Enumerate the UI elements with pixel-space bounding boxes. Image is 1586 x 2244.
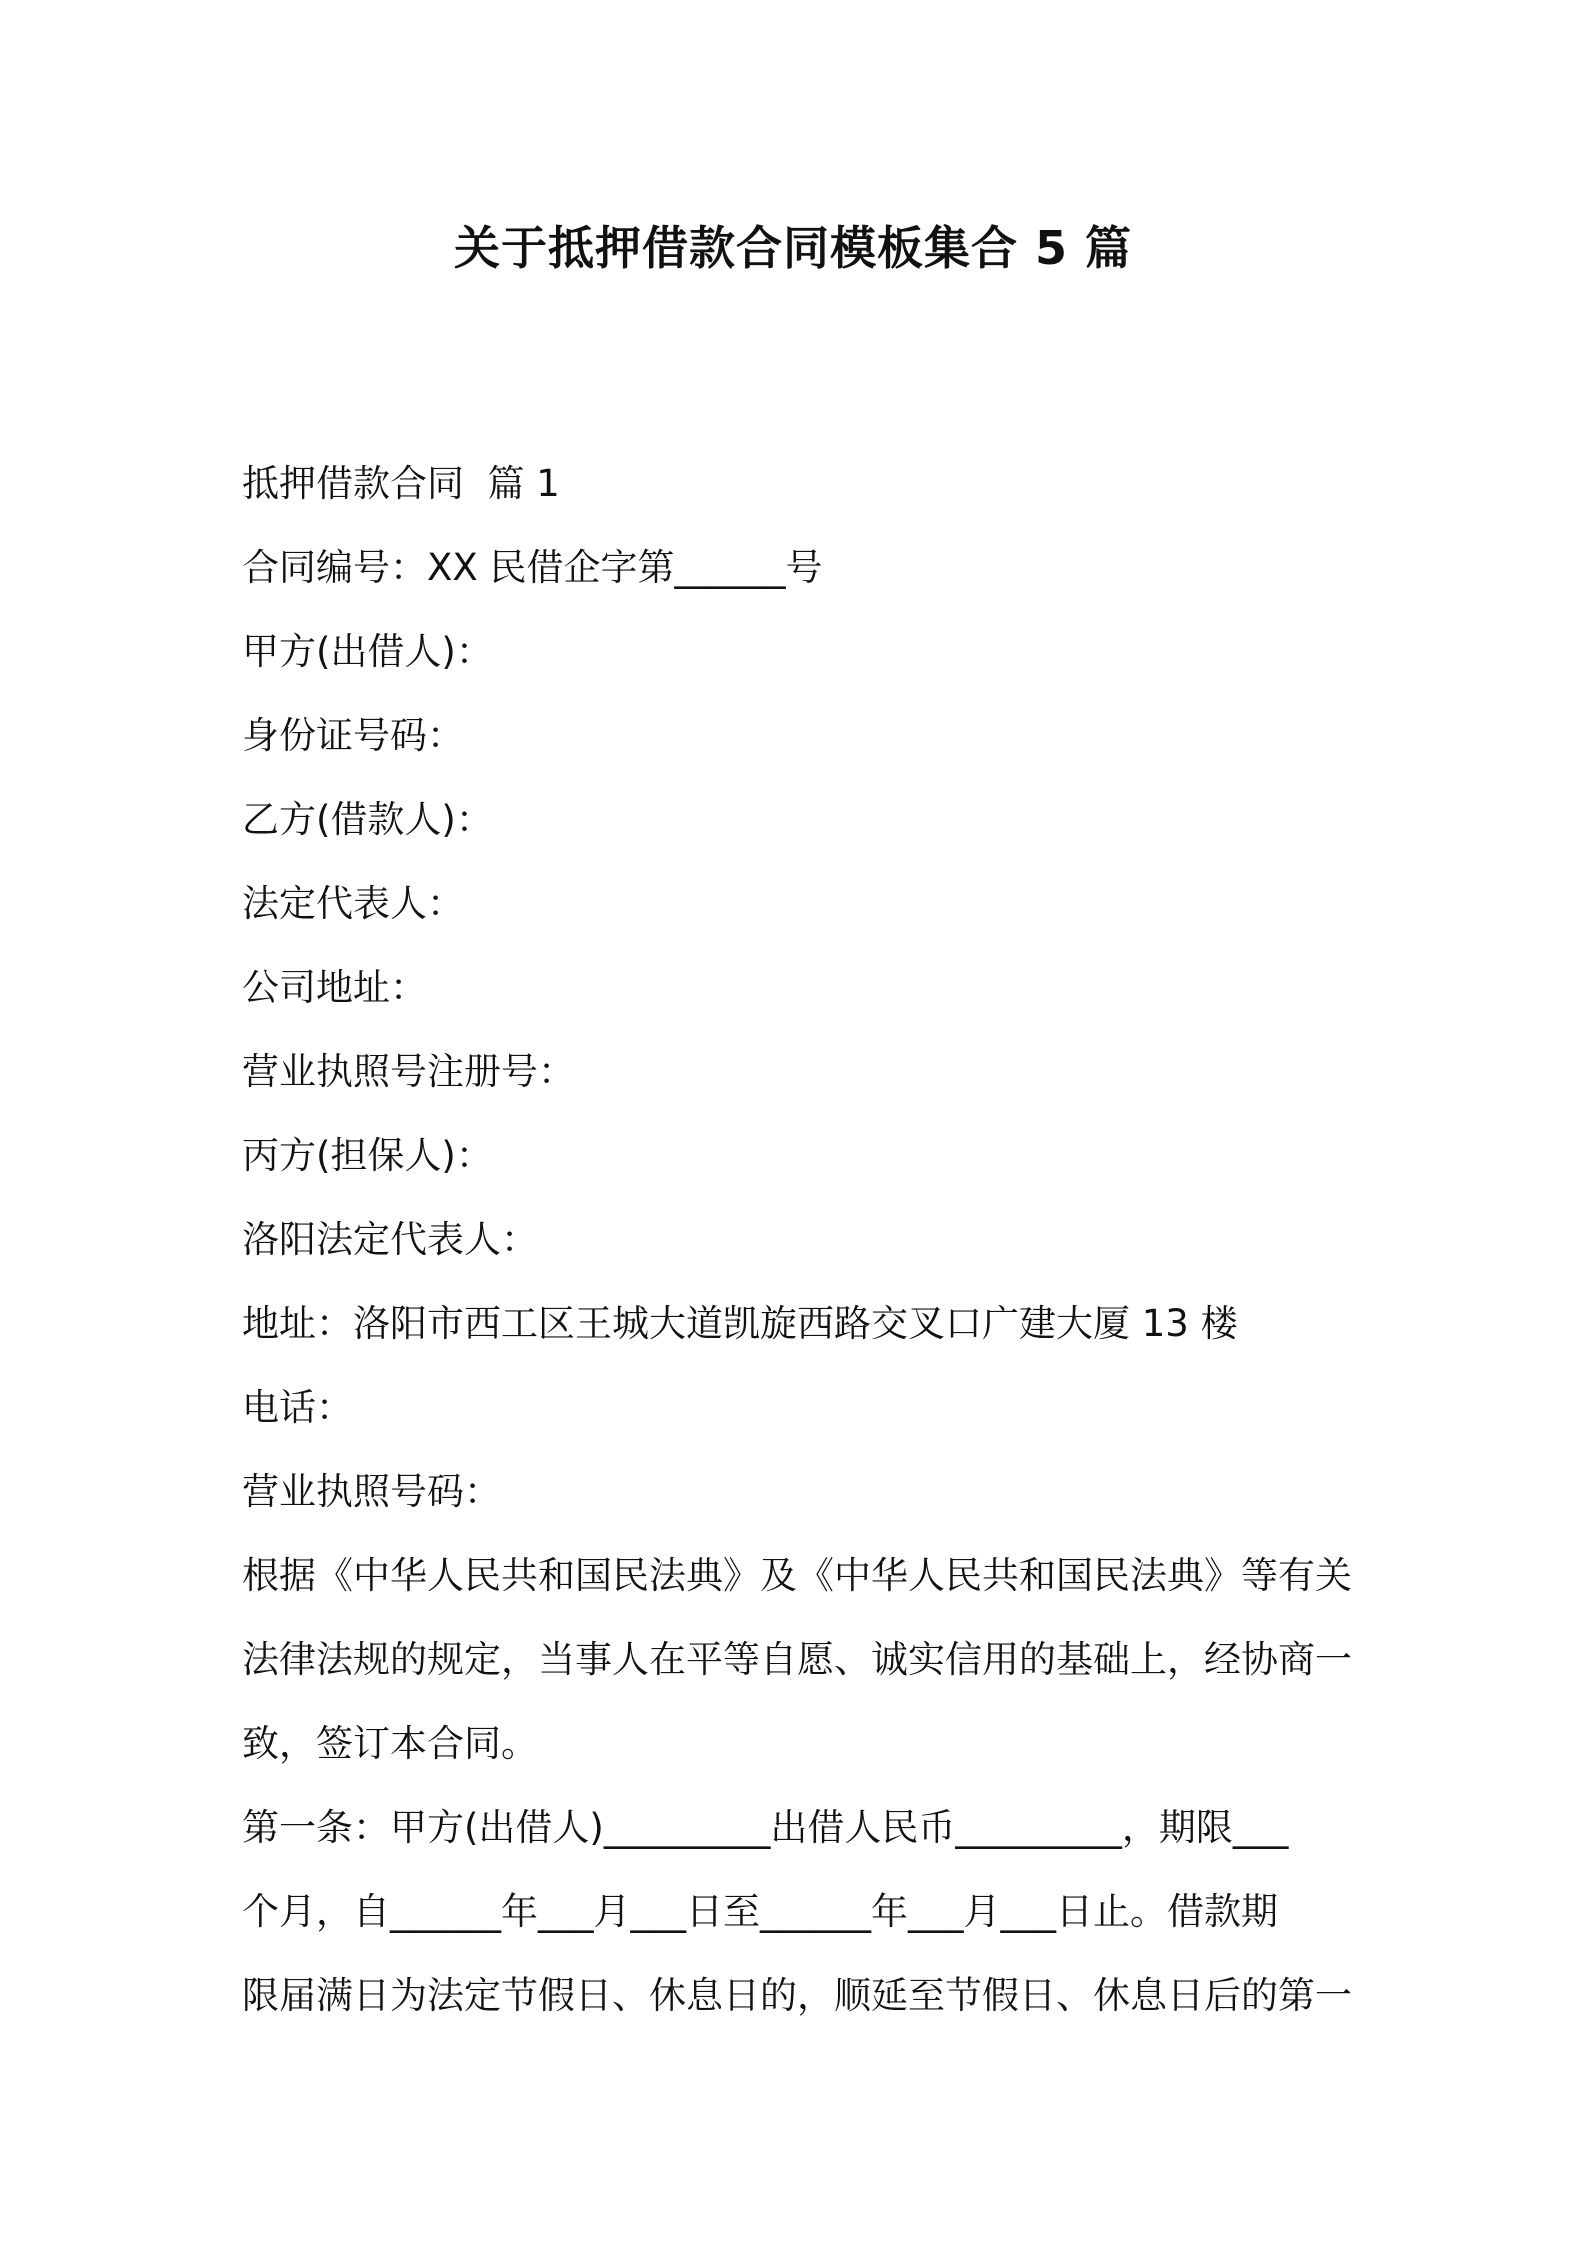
- business-license-number-line: 营业执照号码：: [242, 1470, 501, 1513]
- company-address-line: 公司地址：: [242, 966, 427, 1009]
- paragraph-line: 致，签订本合同。: [242, 1722, 538, 1765]
- party-b-line: 乙方(借款人)：: [242, 798, 493, 841]
- article-one-line: 第一条：甲方(出借人)_________出借人民币_________，期限___: [242, 1806, 1289, 1849]
- contract-number-line: 合同编号：XX 民借企字第______号: [242, 546, 823, 589]
- section-heading: 抵押借款合同 篇 1: [242, 462, 560, 505]
- phone-line: 电话：: [242, 1386, 353, 1429]
- legal-representative-line: 法定代表人：: [242, 882, 464, 925]
- article-one-line: 限届满日为法定节假日、休息日的，顺延至节假日、休息日后的第一: [242, 1974, 1352, 2017]
- article-one-line: 个月，自______年___月___日至______年___月___日止。借款期: [242, 1890, 1278, 1933]
- document-title: 关于抵押借款合同模板集合 5 篇: [453, 221, 1133, 275]
- document-body: [242, 442, 1354, 2038]
- paragraph-line: 根据《中华人民共和国民法典》及《中华人民共和国民法典》等有关: [242, 1554, 1352, 1597]
- address-line: 地址：洛阳市西工区王城大道凯旋西路交叉口广建大厦 13 楼: [242, 1302, 1238, 1345]
- paragraph-line: 法律法规的规定，当事人在平等自愿、诚实信用的基础上，经协商一: [242, 1638, 1352, 1681]
- party-a-line: 甲方(出借人)：: [242, 630, 493, 673]
- id-number-line: 身份证号码：: [242, 714, 464, 757]
- luoyang-legal-representative-line: 洛阳法定代表人：: [242, 1218, 538, 1261]
- party-c-line: 丙方(担保人)：: [242, 1134, 493, 1177]
- business-license-registration-line: 营业执照号注册号：: [242, 1050, 575, 1093]
